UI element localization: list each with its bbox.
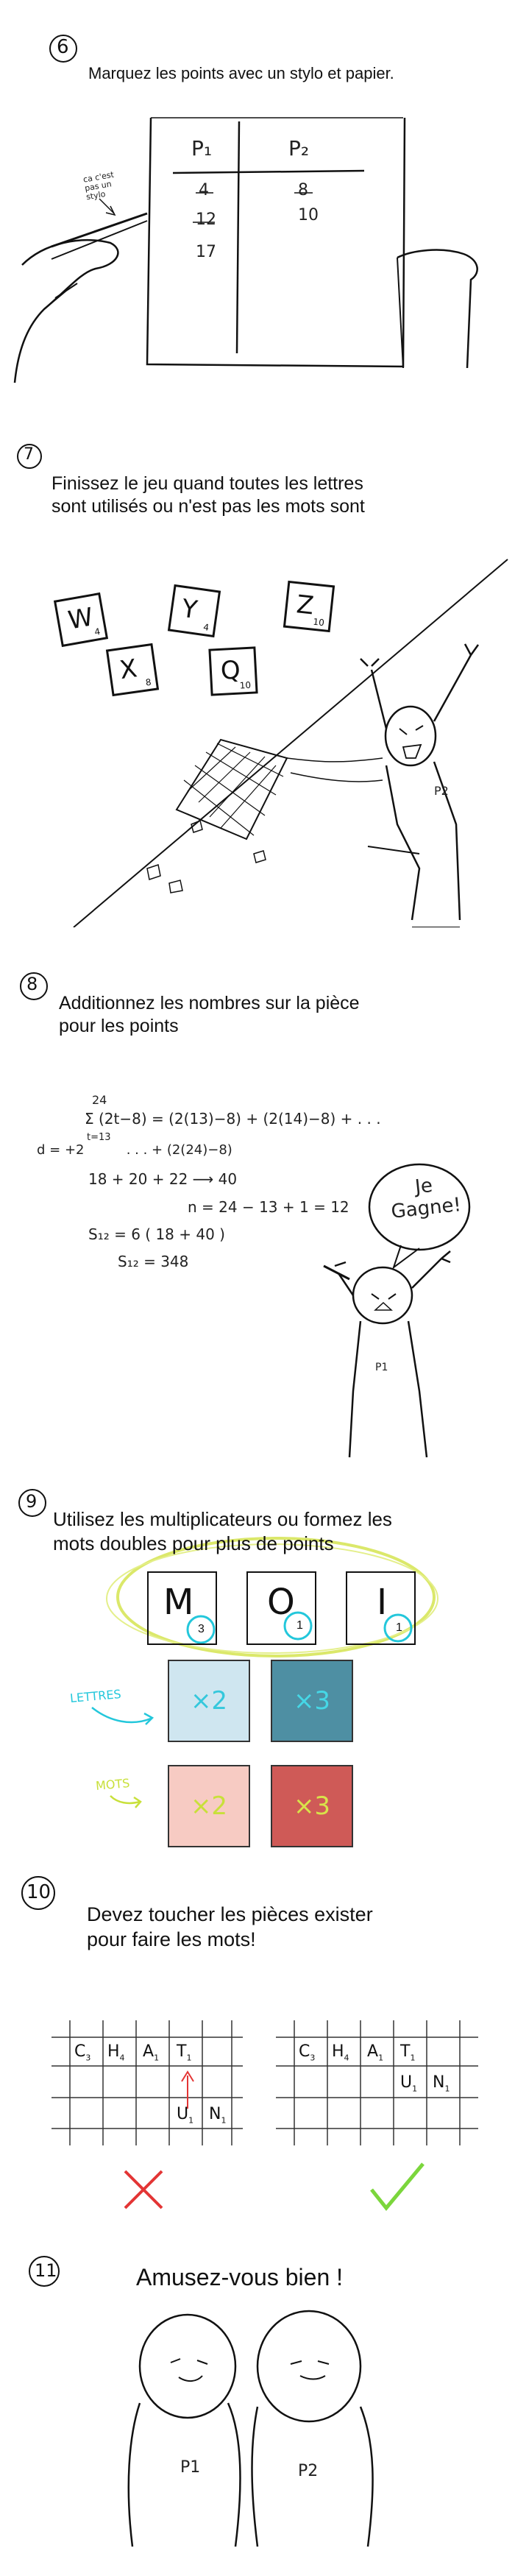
lettres-label: LETTRES <box>69 1687 122 1705</box>
tile-letter: Z <box>295 590 316 621</box>
step-number: 6 <box>57 36 69 58</box>
math-line: t=13 <box>87 1132 111 1143</box>
word-tile-i <box>346 1571 416 1645</box>
step-6-drawing <box>0 0 515 397</box>
table-header-p1: P₁ <box>191 136 213 160</box>
letter-tile-y <box>168 584 221 637</box>
tile-points: 4 <box>93 626 102 637</box>
step-6-panel <box>0 0 515 397</box>
mots-x2-tile <box>168 1765 250 1847</box>
speech-bubble-text: Je Gagne! <box>390 1174 463 1223</box>
tile-letter: X <box>118 654 139 686</box>
math-line: 24 <box>92 1093 107 1107</box>
letter-tile-q <box>208 646 258 696</box>
tile-letter: M <box>163 1582 194 1623</box>
grid-cell-u: $U_1$ <box>177 2105 194 2126</box>
step-caption: Devez toucher les pièces exister pour faire les mots! <box>87 1903 373 1950</box>
tile-points: 10 <box>239 679 252 691</box>
word-tile-m <box>147 1571 217 1645</box>
step-11-panel <box>0 2237 515 2576</box>
multiplier-label: ×2 <box>190 1791 228 1821</box>
tile-letter: Q <box>219 655 241 686</box>
tile-points: 3 <box>198 1623 205 1635</box>
player-label-p1: P1 <box>180 2458 201 2477</box>
tile-points: 8 <box>145 676 152 688</box>
grid-cell-a: $A_1$ <box>367 2042 384 2063</box>
step-caption: Utilisez les multiplicateurs ou formez les mots doubles pour plus de points <box>53 1508 392 1554</box>
mots-label: MOTS <box>95 1776 131 1793</box>
step-number: 11 <box>35 2260 57 2281</box>
step-number: 7 <box>24 445 34 464</box>
tile-points: 4 <box>202 622 210 633</box>
p2-score: 10 <box>298 206 319 224</box>
multiplier-label: ×3 <box>293 1686 331 1716</box>
step-number: 8 <box>26 974 38 994</box>
grid-cell-c: $C_3$ <box>299 2042 316 2063</box>
math-line: 18 + 20 + 22 ⟶ 40 <box>88 1170 238 1188</box>
math-line: Σ (2t−8) = (2(13)−8) + (2(14)−8) + . . . <box>85 1110 381 1128</box>
step-9-panel <box>0 1472 515 1855</box>
tile-letter: I <box>377 1582 388 1623</box>
table-header-p2: P₂ <box>288 136 310 160</box>
step-number: 10 <box>26 1881 52 1903</box>
player-label-p2: P2 <box>298 2462 319 2480</box>
tile-points: 10 <box>312 616 325 629</box>
grid-cell-n: $N_1$ <box>433 2073 450 2094</box>
tile-points: 1 <box>396 1621 402 1634</box>
step-number: 9 <box>26 1491 38 1512</box>
p2-score: 8 <box>298 181 308 199</box>
step-caption: Marquez les points avec un stylo et papier. <box>88 64 394 82</box>
math-line: S₁₂ = 6 ( 18 + 40 ) <box>88 1225 225 1243</box>
p1-score: 17 <box>196 243 216 261</box>
step-caption: Additionnez les nombres sur la pièce pour les points <box>59 993 360 1037</box>
letter-tile-z <box>283 581 335 632</box>
tile-letter: Y <box>180 593 199 626</box>
mots-x3-tile <box>271 1765 353 1847</box>
letter-tile-w <box>54 592 108 647</box>
grid-cell-a: $A_1$ <box>143 2042 160 2063</box>
step-caption: Finissez le jeu quand toutes les lettres sont utilisés ou n'est pas les mots sont <box>52 473 365 517</box>
math-line: n = 24 − 13 + 1 = 12 <box>188 1198 349 1216</box>
multiplier-label: ×3 <box>293 1791 331 1821</box>
lettres-x2-tile <box>168 1660 250 1742</box>
grid-cell-u: $U_1$ <box>400 2073 418 2094</box>
math-line: d = +2 . . . + (2(24)−8) <box>37 1142 232 1158</box>
grid-cell-h: $H_4$ <box>332 2042 349 2063</box>
step-7-panel <box>0 412 515 927</box>
tile-points: 1 <box>296 1619 303 1632</box>
grid-cell-t: $T_1$ <box>400 2042 416 2063</box>
word-tile-o <box>246 1571 316 1645</box>
p1-score: 12 <box>196 210 216 229</box>
step-caption: Amusez-vous bien ! <box>136 2264 344 2290</box>
player-label: P1 <box>375 1362 388 1373</box>
p1-score: 4 <box>199 181 209 199</box>
grid-cell-c: $C_3$ <box>74 2042 91 2063</box>
math-line: S₁₂ = 348 <box>118 1253 189 1270</box>
lettres-x3-tile <box>271 1660 353 1742</box>
step-10-panel <box>0 1862 515 2230</box>
tile-letter: O <box>267 1582 295 1623</box>
letter-tile-x <box>106 643 159 696</box>
note-text: ca c'est pas un stylo <box>82 169 115 202</box>
step-8-panel <box>0 949 515 1465</box>
grid-cell-h: $H_4$ <box>107 2042 125 2063</box>
player-label: P2 <box>434 784 449 798</box>
tile-letter: W <box>65 602 96 636</box>
multiplier-label: ×2 <box>190 1686 228 1716</box>
grid-cell-n: $N_1$ <box>209 2105 227 2126</box>
grid-cell-t: $T_1$ <box>177 2042 192 2063</box>
